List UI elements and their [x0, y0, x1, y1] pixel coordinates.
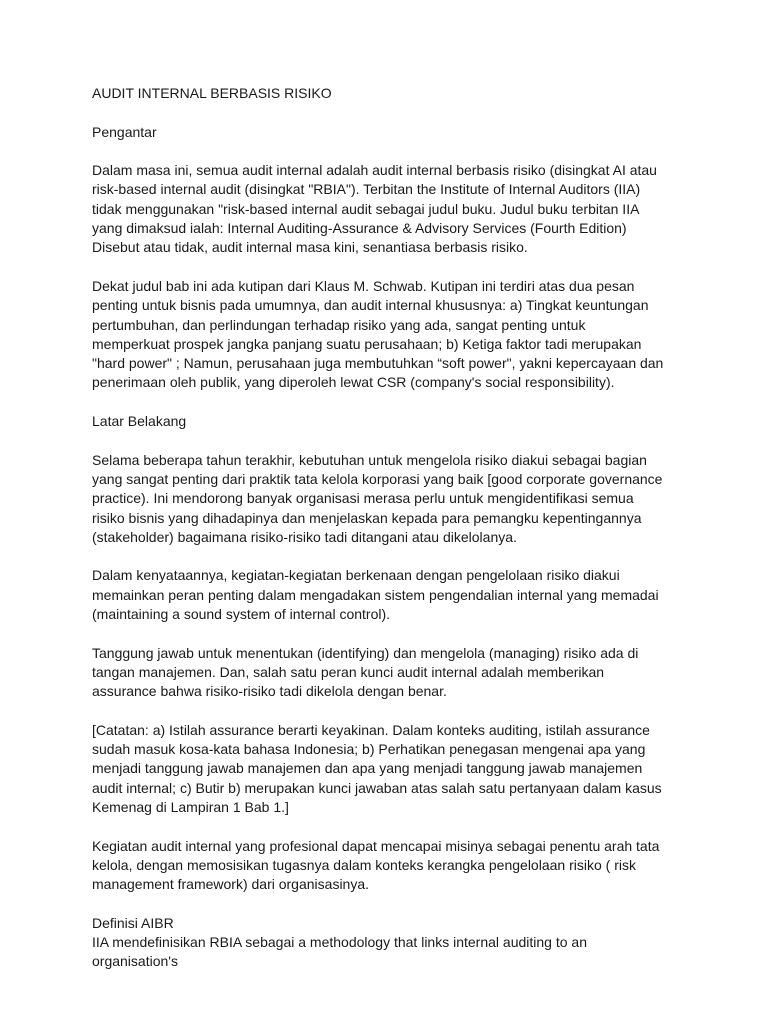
paragraph-intro: Dalam masa ini, semua audit internal adalah audit internal berbasis risiko (disingkat AI atau risk-based internal audit (disingkat "RBIA"). Terbitan the Institute of Internal Auditors (IIA) tidak menggunakan "risk-based internal audit sebagai judul buku. Judul buku terbitan IIA yang dimaksud ialah: Internal Auditing-Assurance & Advisory Services (Fourth Edition) Disebut atau tidak, audit internal masa kini, senantiasa berbasis risiko.: [92, 162, 657, 256]
document-title: AUDIT INTERNAL BERBASIS RISIKO: [92, 85, 332, 101]
section-heading-pengantar: Pengantar: [92, 123, 157, 140]
section-heading-latar-belakang: Latar Belakang: [92, 413, 187, 430]
paragraph-internal-control: Dalam kenyataannya, kegiatan-kegiatan berkenaan dengan pengelolaan risiko diakui memainkan peran penting dalam mengadakan sistem pengendalian internal yang memadai (maintaining a sound system of internal control).: [92, 567, 659, 623]
paragraph-catatan-note: [Catatan: a) Istilah assurance berarti keyakinan. Dalam konteks auditing, istilah assurance sudah masuk kosa-kata bahasa Indonesia; b) Perhatikan penegasan mengenai apa yang menjadi tanggung jawab manajemen dan apa yang menjadi tanggung jawab manajemen audit internal; c) Butir b) merupakan kunci jawaban atas salah satu pertanyaan dalam kasus Kemenag di Lampiran 1 Bab 1.]: [92, 721, 662, 815]
paragraph-risk-management-need: Selama beberapa tahun terakhir, kebutuhan untuk mengelola risiko diakui sebagai bagian yang sangat penting dari praktik tata kelola korporasi yang baik [good corporate governance practice). Ini mendorong banyak organisasi merasa perlu untuk mengidentifikasi semua risiko bisnis yang dihadapinya dan menjelaskan kepada para pemangku kepentingannya (stakeholder) bagaimana risiko-risiko tadi ditangani atau dikelolanya.: [92, 451, 663, 545]
paragraph-rbia-definition: IIA mendefinisikan RBIA sebagai a methodology that links internal auditing to an organisation's: [92, 934, 587, 970]
paragraph-management-responsibility: Tanggung jawab untuk menentukan (identifying) dan mengelola (managing) risiko ada di tangan manajemen. Dan, salah satu peran kunci audit internal adalah memberikan assurance bahwa risiko-risiko tadi dikelola dengan benar.: [92, 644, 639, 700]
document-body: [92, 84, 692, 972]
paragraph-schwab-quote: Dekat judul bab ini ada kutipan dari Klaus M. Schwab. Kutipan ini terdiri atas dua pesan penting untuk bisnis pada umumnya, dan audit internal khususnya: a) Tingkat keuntungan pertumbuhan, dan perlindungan terhadap risiko yang ada, sangat penting untuk memperkuat prospek jangka panjang suatu perusahaan; b) Ketiga faktor tadi merupakan "hard power" ; Namun, perusahaan juga membutuhkan “soft power", yakni kepercayaan dan penerimaan oleh publik, yang diperoleh lewat CSR (company's social responsibility).: [92, 277, 664, 391]
paragraph-professional-audit: Kegiatan audit internal yang profesional dapat mencapai misinya sebagai penentu arah tata kelola, dengan memosisikan tugasnya dalam konteks kerangka pengelolaan risiko ( risk management framework) dari organisasinya.: [92, 837, 660, 893]
section-heading-definisi: Definisi AIBR: [92, 914, 174, 931]
